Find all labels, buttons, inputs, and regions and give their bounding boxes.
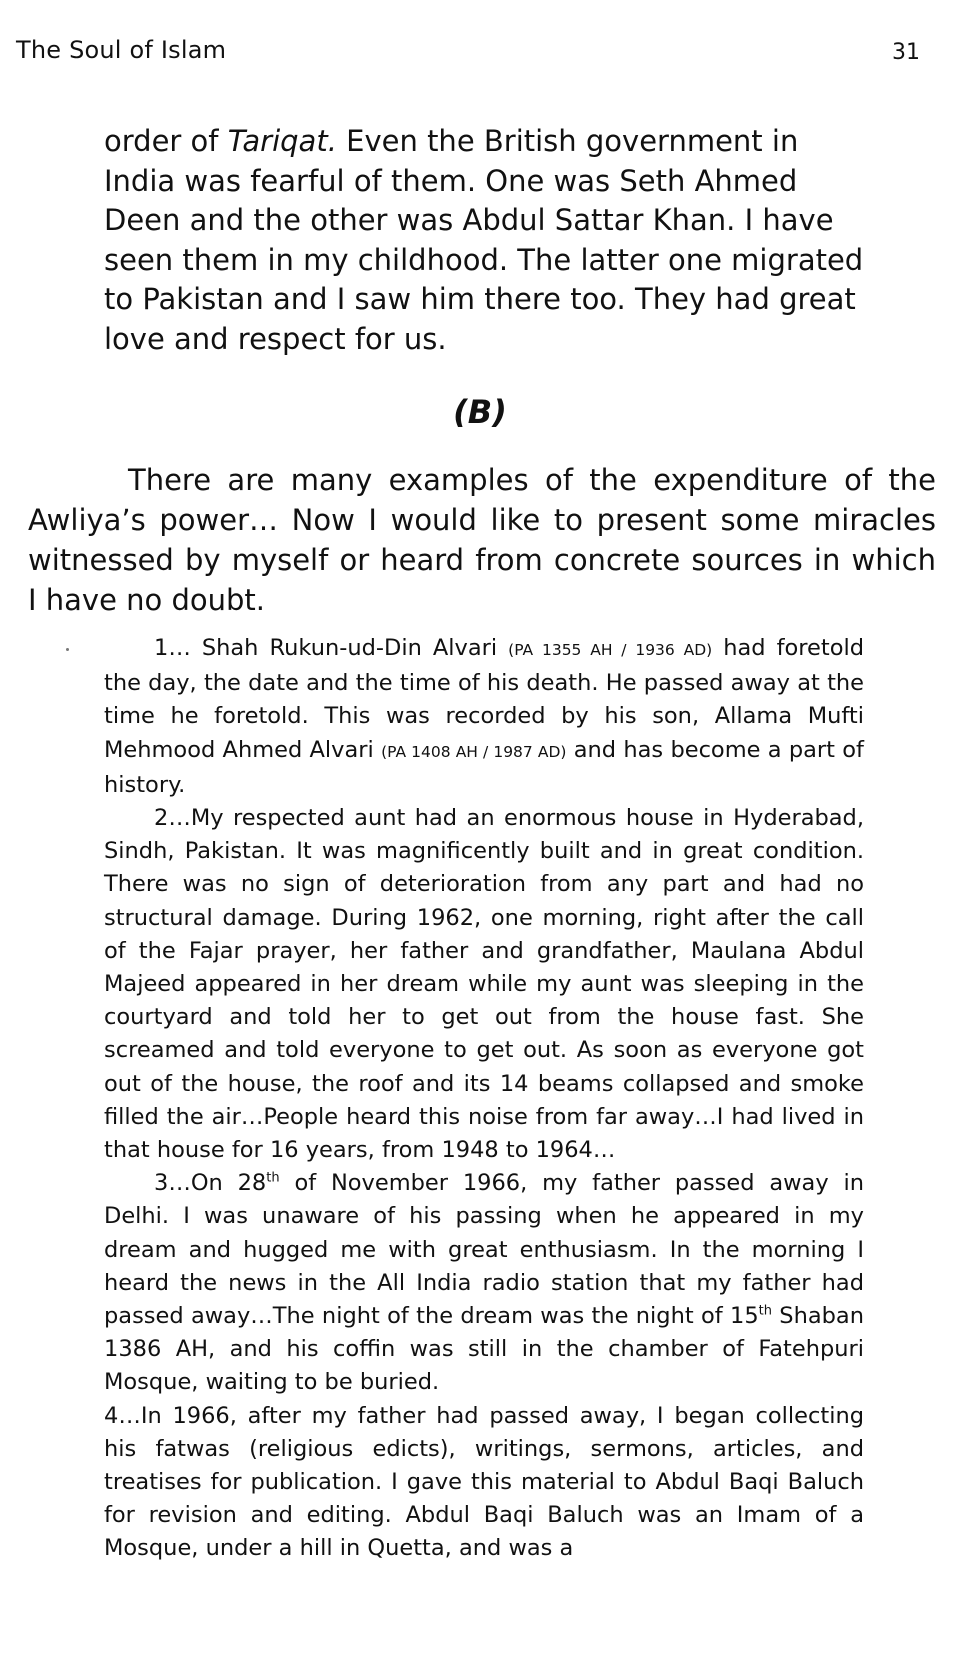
page-header	[16, 36, 920, 72]
continued-paragraph	[104, 122, 864, 360]
item3-text-b: of November 1966, my father passed away in Delhi. I was unaware of his passing when he appeared in my dream and hugged me with great enthusiasm. In the morning I heard the news in the All India radio station that my father had passed away…The night of the dream was the night of 15	[104, 1170, 864, 1330]
list-item: 2…My respected aunt had an enormous house in Hyderabad, Sindh, Pakistan. It was magnificently built and in great condition. There was no sign of deterioration from any part and had no structural damage. During 1962, one morning, right after the call of the Fajar prayer, her father and grandfather, Maulana Abdul Majeed appeared in her dream while my aunt was sleeping in the courtyard and told her to get out from the house fast. She screamed and told everyone to get out. As soon as everyone got out of the house, the roof and its 14 beams collapsed and smoke filled the air…People heard this noise from far away…I had lived in that house for 16 years, from 1948 to 1964…	[104, 805, 864, 1164]
miracle-list	[104, 632, 864, 1566]
paragraph-rest: Even the British government in India was fearful of them. One was Seth Ahmed Deen and the other was Abdul Sattar Khan. I have seen them in my childhood. The latter one migrated to Pakistan and I saw him there too. They had great love and respect for us.	[104, 124, 864, 356]
running-title: The Soul of Islam	[16, 36, 227, 64]
section-heading: (B)	[453, 393, 507, 431]
list-item	[104, 1167, 864, 1399]
item1-date-b: (PA 1408 AH / 1987 AD)	[381, 742, 567, 761]
intro-paragraph	[28, 460, 936, 620]
item1-text-b: had foretold the day, the date and the time of his death. He passed away at the time he foretold. This was recorded by his son, Allama Mufti Mehmood Ahmed Alvari	[104, 635, 864, 763]
item3-sup-a: th	[266, 1170, 280, 1186]
item3-text-c: Shaban 1386 AH, and his coffin was still in the chamber of Fatehpuri Mosque, waiting to be buried.	[104, 1303, 864, 1396]
scan-speck	[66, 648, 69, 651]
page-number: 31	[892, 40, 920, 65]
paragraph-lead: order of	[104, 124, 228, 158]
item1-text-c: and has become a part of history.	[104, 736, 864, 798]
list-item: 4…In 1966, after my father had passed away, I began collecting his fatwas (religious edicts), writings, sermons, articles, and treatises for publication. I gave this material to Abdul Baqi Baluch for revision and editing. Abdul Baqi Baluch was an Imam of a Mosque, under a hill in Quetta, and was a	[104, 1402, 864, 1562]
italic-term: Tariqat.	[227, 124, 337, 158]
item1-text-a: 1… Shah Rukun-ud-Din Alvari	[154, 635, 509, 661]
item3-sup-b: th	[758, 1303, 772, 1319]
item3-text-a: 3…On 28	[154, 1170, 267, 1197]
intro-text: There are many examples of the expenditure of the Awliya’s power… Now I would like to present some miracles witnessed by myself or heard from concrete sources in which I have no doubt.	[28, 463, 936, 617]
list-item	[104, 632, 864, 802]
item1-date-a: (PA 1355 AH / 1936 AD)	[508, 641, 713, 659]
